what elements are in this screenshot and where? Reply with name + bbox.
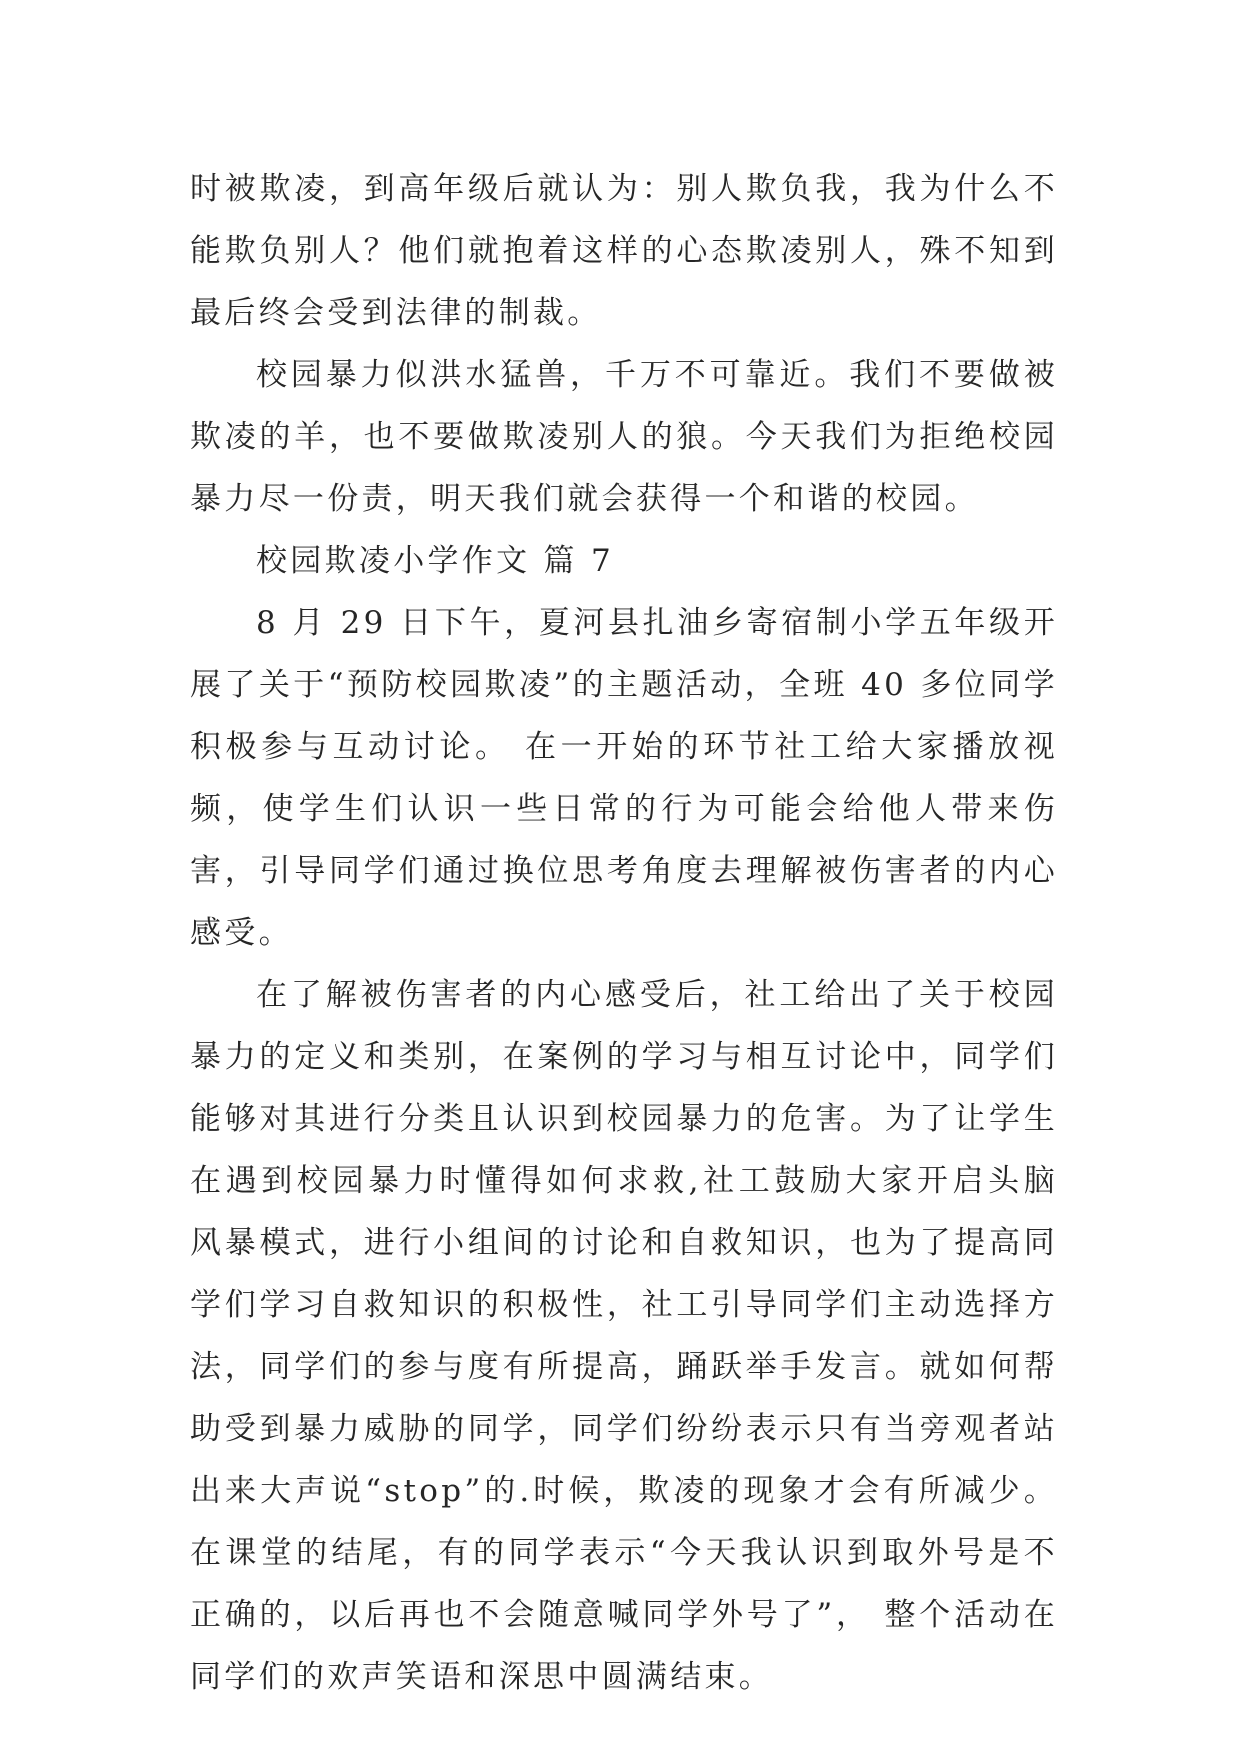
paragraph-activity-intro: 8 月 29 日下午，夏河县扎油乡寄宿制小学五年级开展了关于“预防校园欺凌”的主题活动，全班 40 多位同学积极参与互动讨论。 在一开始的环节社工给大家播放视频，使学生们认识一些日常的行为可能会给他人带来伤害，引导同学们通过换位思考角度去理解被伤害者的内心感受。 <box>190 605 1058 951</box>
paragraph-conclusion: 校园暴力似洪水猛兽，千万不可靠近。我们不要做被欺凌的羊，也不要做欺凌别人的狼。今天我们为拒绝校园暴力尽一份责，明天我们就会获得一个和谐的校园。 <box>190 357 1058 517</box>
section-heading: 校园欺凌小学作文 篇 7 <box>256 543 615 579</box>
document-page <box>190 158 1058 1708</box>
paragraph-continued: 时被欺凌，到高年级后就认为：别人欺负我，我为什么不能欺负别人？他们就抱着这样的心态欺凌别人，殊不知到最后终会受到法律的制裁。 <box>190 171 1058 331</box>
paragraph-activity-detail: 在了解被伤害者的内心感受后，社工给出了关于校园暴力的定义和类别，在案例的学习与相互讨论中，同学们能够对其进行分类且认识到校园暴力的危害。为了让学生在遇到校园暴力时懂得如何求救,社工鼓励大家开启头脑风暴模式，进行小组间的讨论和自救知识，也为了提高同学们学习自救知识的积极性，社工引导同学们主动选择方法，同学们的参与度有所提高，踊跃举手发言。就如何帮助受到暴力威胁的同学，同学们纷纷表示只有当旁观者站出来大声说“stop”的.时候，欺凌的现象才会有所减少。在课堂的结尾，有的同学表示“今天我认识到取外号是不正确的，以后再也不会随意喊同学外号了”， 整个活动在同学们的欢声笑语和深思中圆满结束。 <box>190 977 1058 1695</box>
